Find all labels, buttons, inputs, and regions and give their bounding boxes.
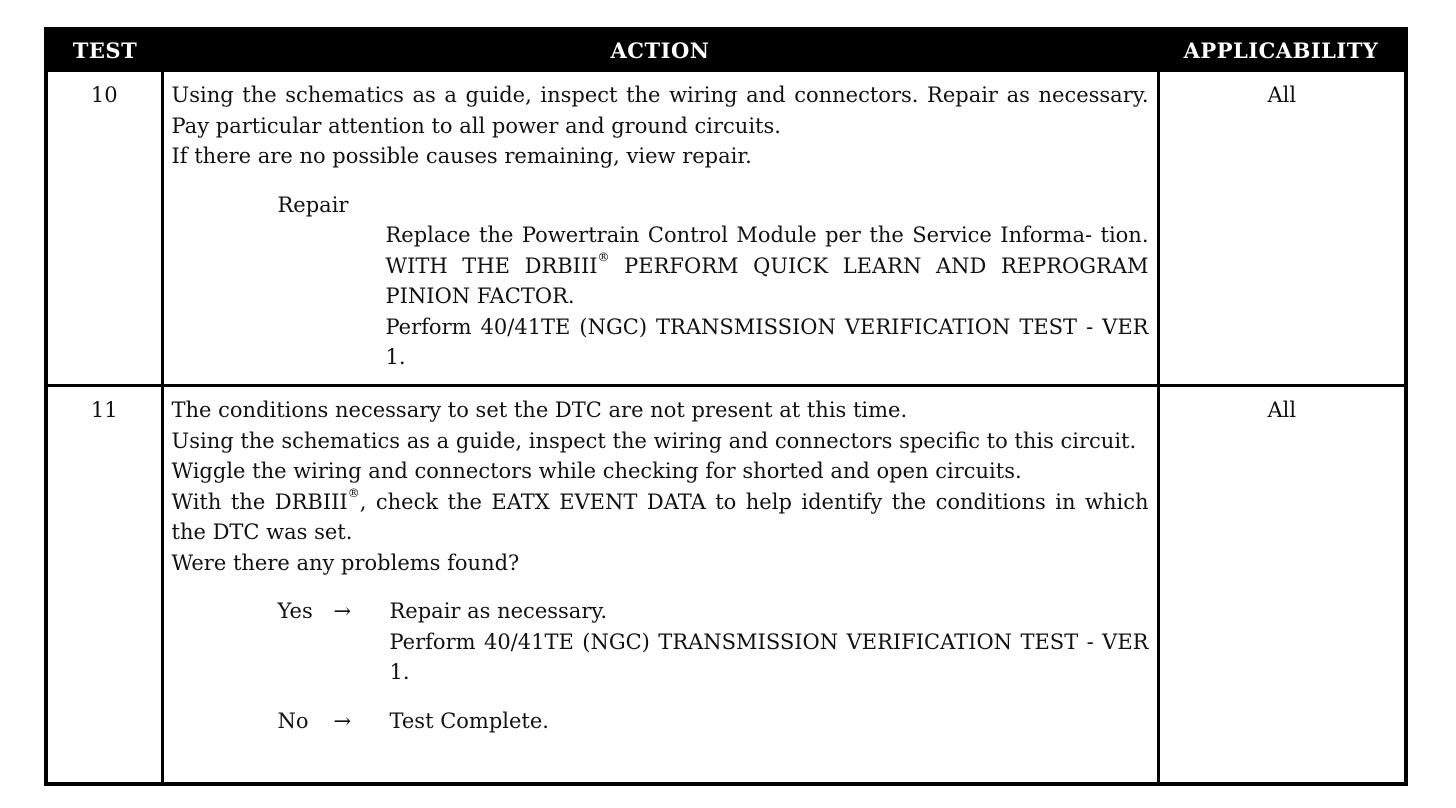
action-cell xyxy=(162,386,1158,784)
yes-text xyxy=(390,596,1149,688)
header-applicability: APPLICABILITY xyxy=(1158,29,1406,71)
applicability-value: All xyxy=(1158,386,1406,784)
repair-label: Repair xyxy=(277,192,349,217)
action-paragraph: Using the schematics as a guide, inspect the wiring and connectors. Repair as necessary. Pay particular attention to all power and ground circuits. xyxy=(171,83,1149,138)
test-number: 10 xyxy=(46,71,162,386)
action-paragraph: Wiggle the wiring and connectors while checking for shorted and open circuits. xyxy=(171,459,1022,483)
registered-mark: ® xyxy=(347,485,360,500)
diagnostic-table xyxy=(44,27,1408,786)
applicability-value: All xyxy=(1158,71,1406,386)
action-paragraph: The conditions necessary to set the DTC are not present at this time. xyxy=(171,398,908,422)
repair-text: PERFORM QUICK LEARN AND REPROGRAM PINION FACTOR. xyxy=(385,253,1149,308)
action-text: , check the EATX EVENT DATA to help identify the conditions in which the DTC was set. xyxy=(171,489,1149,544)
no-text: Test Complete. xyxy=(389,708,549,733)
no-response xyxy=(278,706,1149,737)
arrow-icon: → xyxy=(333,708,352,733)
header-action: ACTION xyxy=(162,29,1158,71)
yes-response xyxy=(278,596,1149,688)
registered-mark: ® xyxy=(597,249,610,264)
action-text: With the DRBIII xyxy=(171,489,348,514)
repair-text: Replace the Powertrain Control Module per the Service Informa- tion. WITH THE DRBIII xyxy=(385,223,1149,278)
action-paragraph: Using the schematics as a guide, inspect the wiring and connectors specific to this circuit. xyxy=(171,428,1137,453)
header-row xyxy=(46,29,1406,71)
table-row xyxy=(46,386,1406,784)
test-number: 11 xyxy=(46,386,162,784)
arrow-icon: → xyxy=(333,599,352,623)
action-paragraph: If there are no possible causes remaining, view repair. xyxy=(171,144,752,168)
yes-line: Perform 40/41TE (NGC) TRANSMISSION VERIFICATION TEST - VER 1. xyxy=(389,629,1149,684)
repair-instruction xyxy=(386,220,1149,312)
action-cell xyxy=(162,71,1158,386)
yes-line: Repair as necessary. xyxy=(389,599,608,623)
repair-verification: Perform 40/41TE (NGC) TRANSMISSION VERIFICATION TEST - VER 1. xyxy=(385,314,1149,369)
yes-label: Yes xyxy=(277,599,313,623)
action-paragraph xyxy=(172,487,1149,548)
no-label: No xyxy=(277,708,309,733)
header-test: TEST xyxy=(46,29,162,71)
table-row xyxy=(46,71,1406,386)
question: Were there any problems found? xyxy=(171,550,520,575)
